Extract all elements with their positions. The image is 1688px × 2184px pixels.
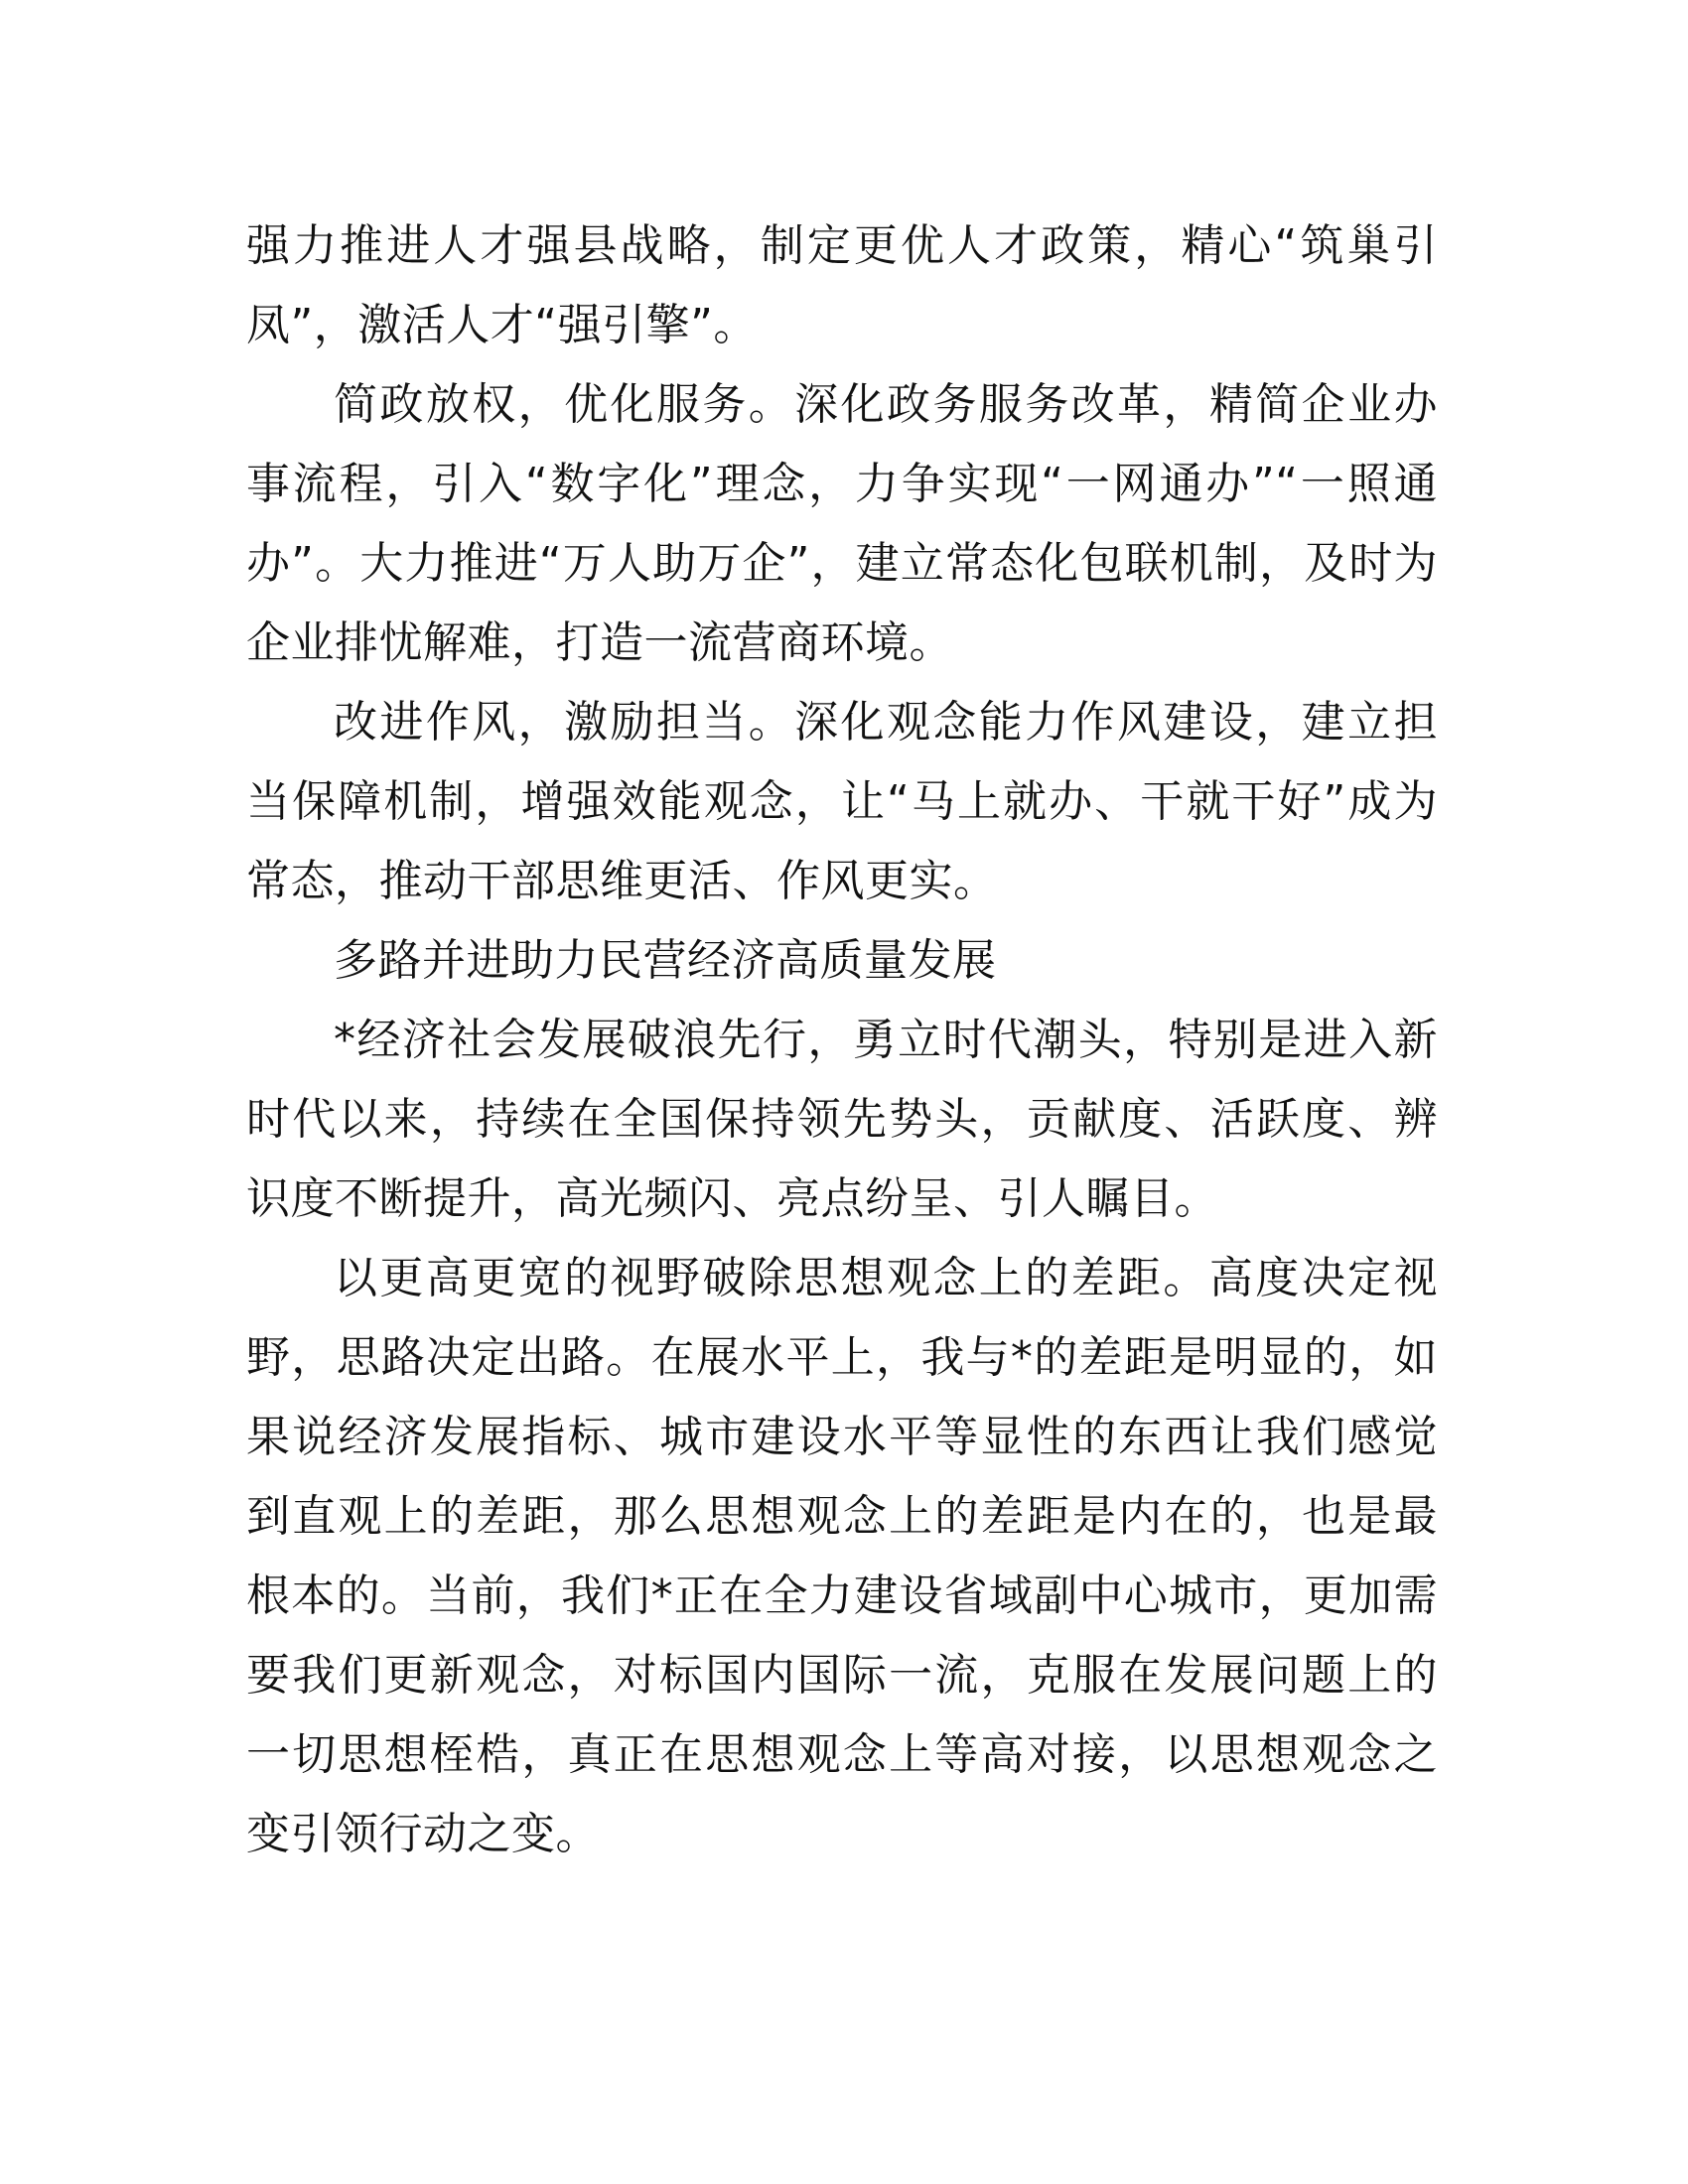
- document-body: [246, 206, 1438, 1874]
- paragraph-2: 简政放权，优化服务。深化政务服务改革，精简企业办事流程，引入“数字化”理念，力争实现“一网通办”“一照通办”。大力推进“万人助万企”，建立常态化包联机制，及时为企业排忧解难，打造一流营商环境。: [246, 379, 1438, 668]
- paragraph-6: 以更高更宽的视野破除思想观念上的差距。高度决定视野，思路决定出路。在展水平上，我与*的差距是明显的，如果说经济发展指标、城市建设水平等显性的东西让我们感觉到直观上的差距，那么思想观念上的差距是内在的，也是最根本的。当前，我们*正在全力建设省域副中心城市，更加需要我们更新观念，对标国内国际一流，克服在发展问题上的一切思想桎梏，真正在思想观念上等高对接，以思想观念之变引领行动之变。: [246, 1253, 1438, 1859]
- paragraph-1: 强力推进人才强县战略，制定更优人才政策，精心“筑巢引凤”，激活人才“强引擎”。: [246, 220, 1438, 350]
- paragraph-5: *经济社会发展破浪先行，勇立时代潮头，特别是进入新时代以来，持续在全国保持领先势头，贡献度、活跃度、辨识度不断提升，高光频闪、亮点纷呈、引人瞩目。: [246, 1015, 1438, 1224]
- section-heading: 多路并进助力民营经济高质量发展: [334, 935, 997, 986]
- paragraph-3: 改进作风，激励担当。深化观念能力作风建设，建立担当保障机制，增强效能观念，让“马上就办、干就干好”成为常态，推动干部思维更活、作风更实。: [246, 697, 1438, 906]
